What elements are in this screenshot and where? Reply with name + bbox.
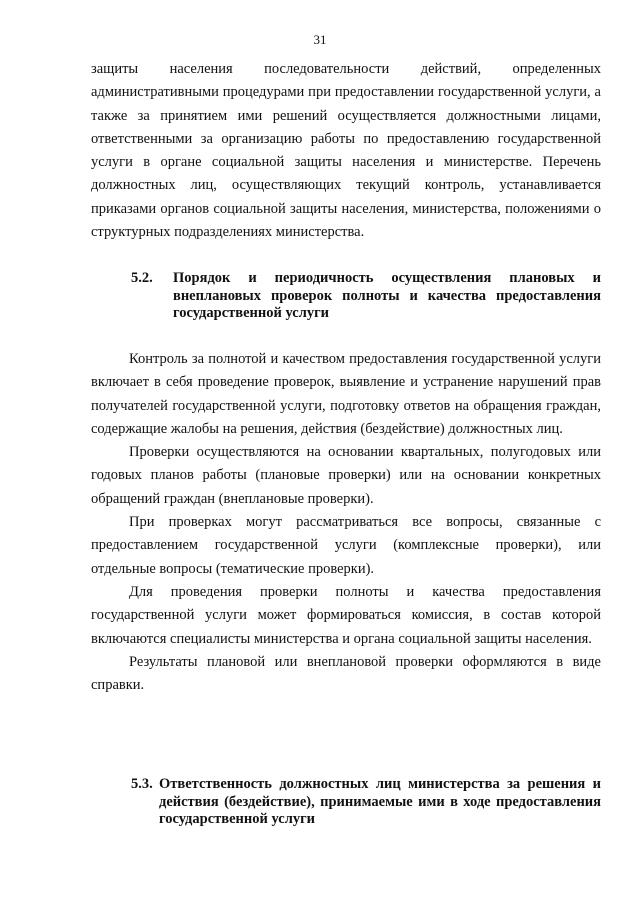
- intro-paragraph-block: [91, 58, 601, 244]
- section-title: Ответственность должностных лиц министерства за решения и действия (бездействие), принимаемые ими в ходе предоставления государственной услуги: [159, 776, 601, 827]
- paragraph: При проверках могут рассматриваться все вопросы, связанные с предоставлением государственной услуги (комплексные проверки), или отдельные вопросы (тематические проверки).: [91, 514, 601, 577]
- section-number: 5.3.: [131, 776, 153, 792]
- section-number: 5.2.: [131, 270, 153, 286]
- paragraph: Результаты плановой или внеплановой проверки оформляются в виде справки.: [91, 653, 601, 694]
- paragraph: Проверки осуществляются на основании квартальных, полугодовых или годовых планов работы (плановые проверки) или на основании конкретных обращений граждан (внеплановые проверки).: [91, 444, 601, 507]
- paragraph: Для проведения проверки полноты и качества предоставления государственной услуги может формироваться комиссия, в состав которой включаются специалисты министерства и органа социальной защиты населения.: [91, 583, 601, 647]
- intro-paragraph: защиты населения последовательности действий, определенных административными процедурами при предоставлении государственной услуги, а также за принятием ими решений осуществляется должностными лицами, ответственными за организацию работы по предоставлению государственной услуги в органе социальной защиты населения и министерстве. Перечень должностных лиц, осуществляющих текущий контроль, устанавливается приказами органов социальной защиты населения, министерства, положениями о структурных подразделениях министерства.: [91, 61, 601, 241]
- section-5-2-body: [91, 348, 601, 697]
- section-title: Порядок и периодичность осуществления плановых и внеплановых проверок полноты и качества предоставления государственной услуги: [173, 270, 601, 321]
- page-number: 31: [313, 32, 327, 47]
- paragraph: Контроль за полнотой и качеством предоставления государственной услуги включает в себя проведение проверок, выявление и устранение нарушений прав получателей государственной услуги, подготовку ответов на обращения граждан, содержащие жалобы на решения, действия (бездействие) должностных лиц.: [91, 351, 601, 437]
